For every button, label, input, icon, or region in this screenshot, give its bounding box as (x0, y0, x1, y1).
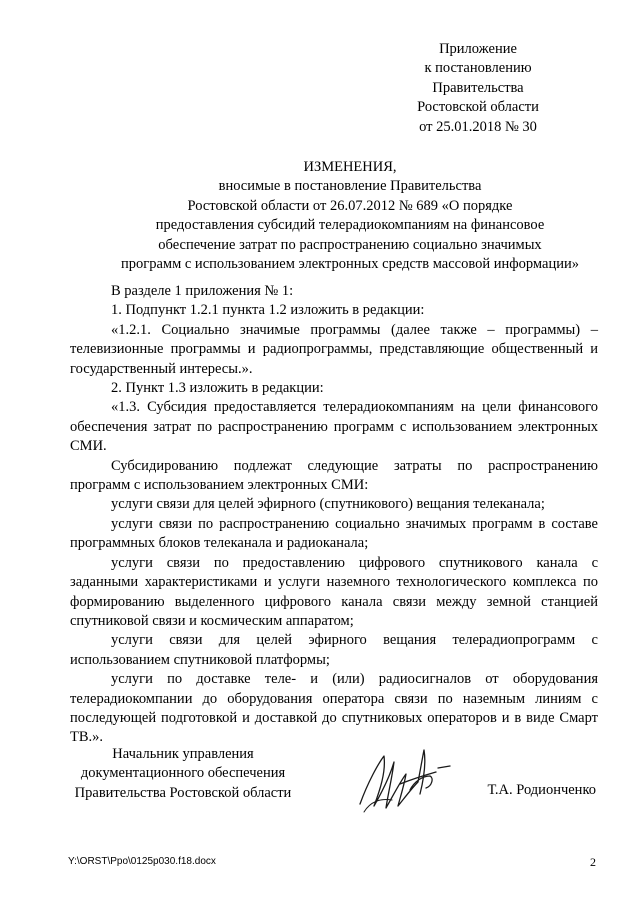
paragraph: 2. Пункт 1.3 изложить в редакции: (111, 380, 324, 397)
file-path: Y:\ORST\Ppo\0125p030.f18.docx (68, 856, 216, 867)
title-line: программ с использованием электронных средств массовой информации» (121, 256, 579, 273)
signatory-position (68, 745, 298, 803)
paragraph: услуги связи по предоставлению цифрового спутникового канала с заданными характеристиками и услуги наземного технологического комплекса по формированию выделенного цифрового канала связи между земной станцией спутниковой связи и космическим аппаратом; (70, 554, 598, 629)
appendix-line: к постановлению (424, 60, 532, 77)
title-line: обеспечение затрат по распространению социально значимых (158, 236, 542, 253)
handwritten-signature (340, 742, 460, 820)
paragraph: «1.3. Субсидия предоставляется телерадиокомпаниям на цели финансового обеспечения затрат по распространению программ с использованием электронных СМИ. (70, 399, 598, 455)
paragraph: Субсидированию подлежат следующие затраты по распространению программ с использованием электронных СМИ: (70, 457, 598, 494)
signatory-position-line: Правительства Ростовской области (74, 784, 292, 801)
signatory-position-line: документационного обеспечения (80, 765, 286, 782)
document-body (70, 282, 598, 748)
page-number: 2 (590, 855, 596, 869)
appendix-header (378, 40, 578, 137)
document-title (80, 158, 620, 274)
appendix-line: Приложение (439, 41, 517, 57)
paragraph: услуги связи для целей эфирного вещания телерадиопрограмм с использованием спутниковой платформы; (70, 632, 598, 668)
paragraph: услуги связи для целей эфирного (спутникового) вещания телеканала; (111, 496, 545, 513)
appendix-line: Ростовской области (417, 99, 539, 116)
signatory-position-line: Начальник управления (112, 746, 254, 762)
appendix-line: Правительства (432, 79, 524, 96)
signatory-name: Т.А. Родионченко (487, 782, 596, 798)
title-heading: ИЗМЕНЕНИЯ, (303, 159, 397, 175)
paragraph: услуги по доставке теле- и (или) радиосигналов от оборудования телерадиокомпании до оборудования оператора связи по наземным линиям с последующей подготовкой и доставкой до спутниковых операторов и в виде Смарт ТВ.». (70, 671, 598, 746)
title-line: вносимые в постановление Правительства (218, 178, 482, 195)
paragraph: В разделе 1 приложения № 1: (111, 283, 294, 299)
title-line: Ростовской области от 26.07.2012 № 689 «О порядке (187, 197, 513, 214)
title-line: предоставления субсидий телерадиокомпаниям на финансовое (155, 217, 545, 234)
paragraph: «1.2.1. Социально значимые программы (далее также – программы) – телевизионные программы и радиопрограммы, представляющие общественный и государственный интересы.». (70, 321, 598, 377)
appendix-line: от 25.01.2018 № 30 (419, 118, 537, 135)
paragraph: 1. Подпункт 1.2.1 пункта 1.2 изложить в редакции: (111, 302, 425, 319)
paragraph: услуги связи по распространению социально значимых программ в составе программных блоков телеканала и радиоканала; (70, 515, 598, 552)
